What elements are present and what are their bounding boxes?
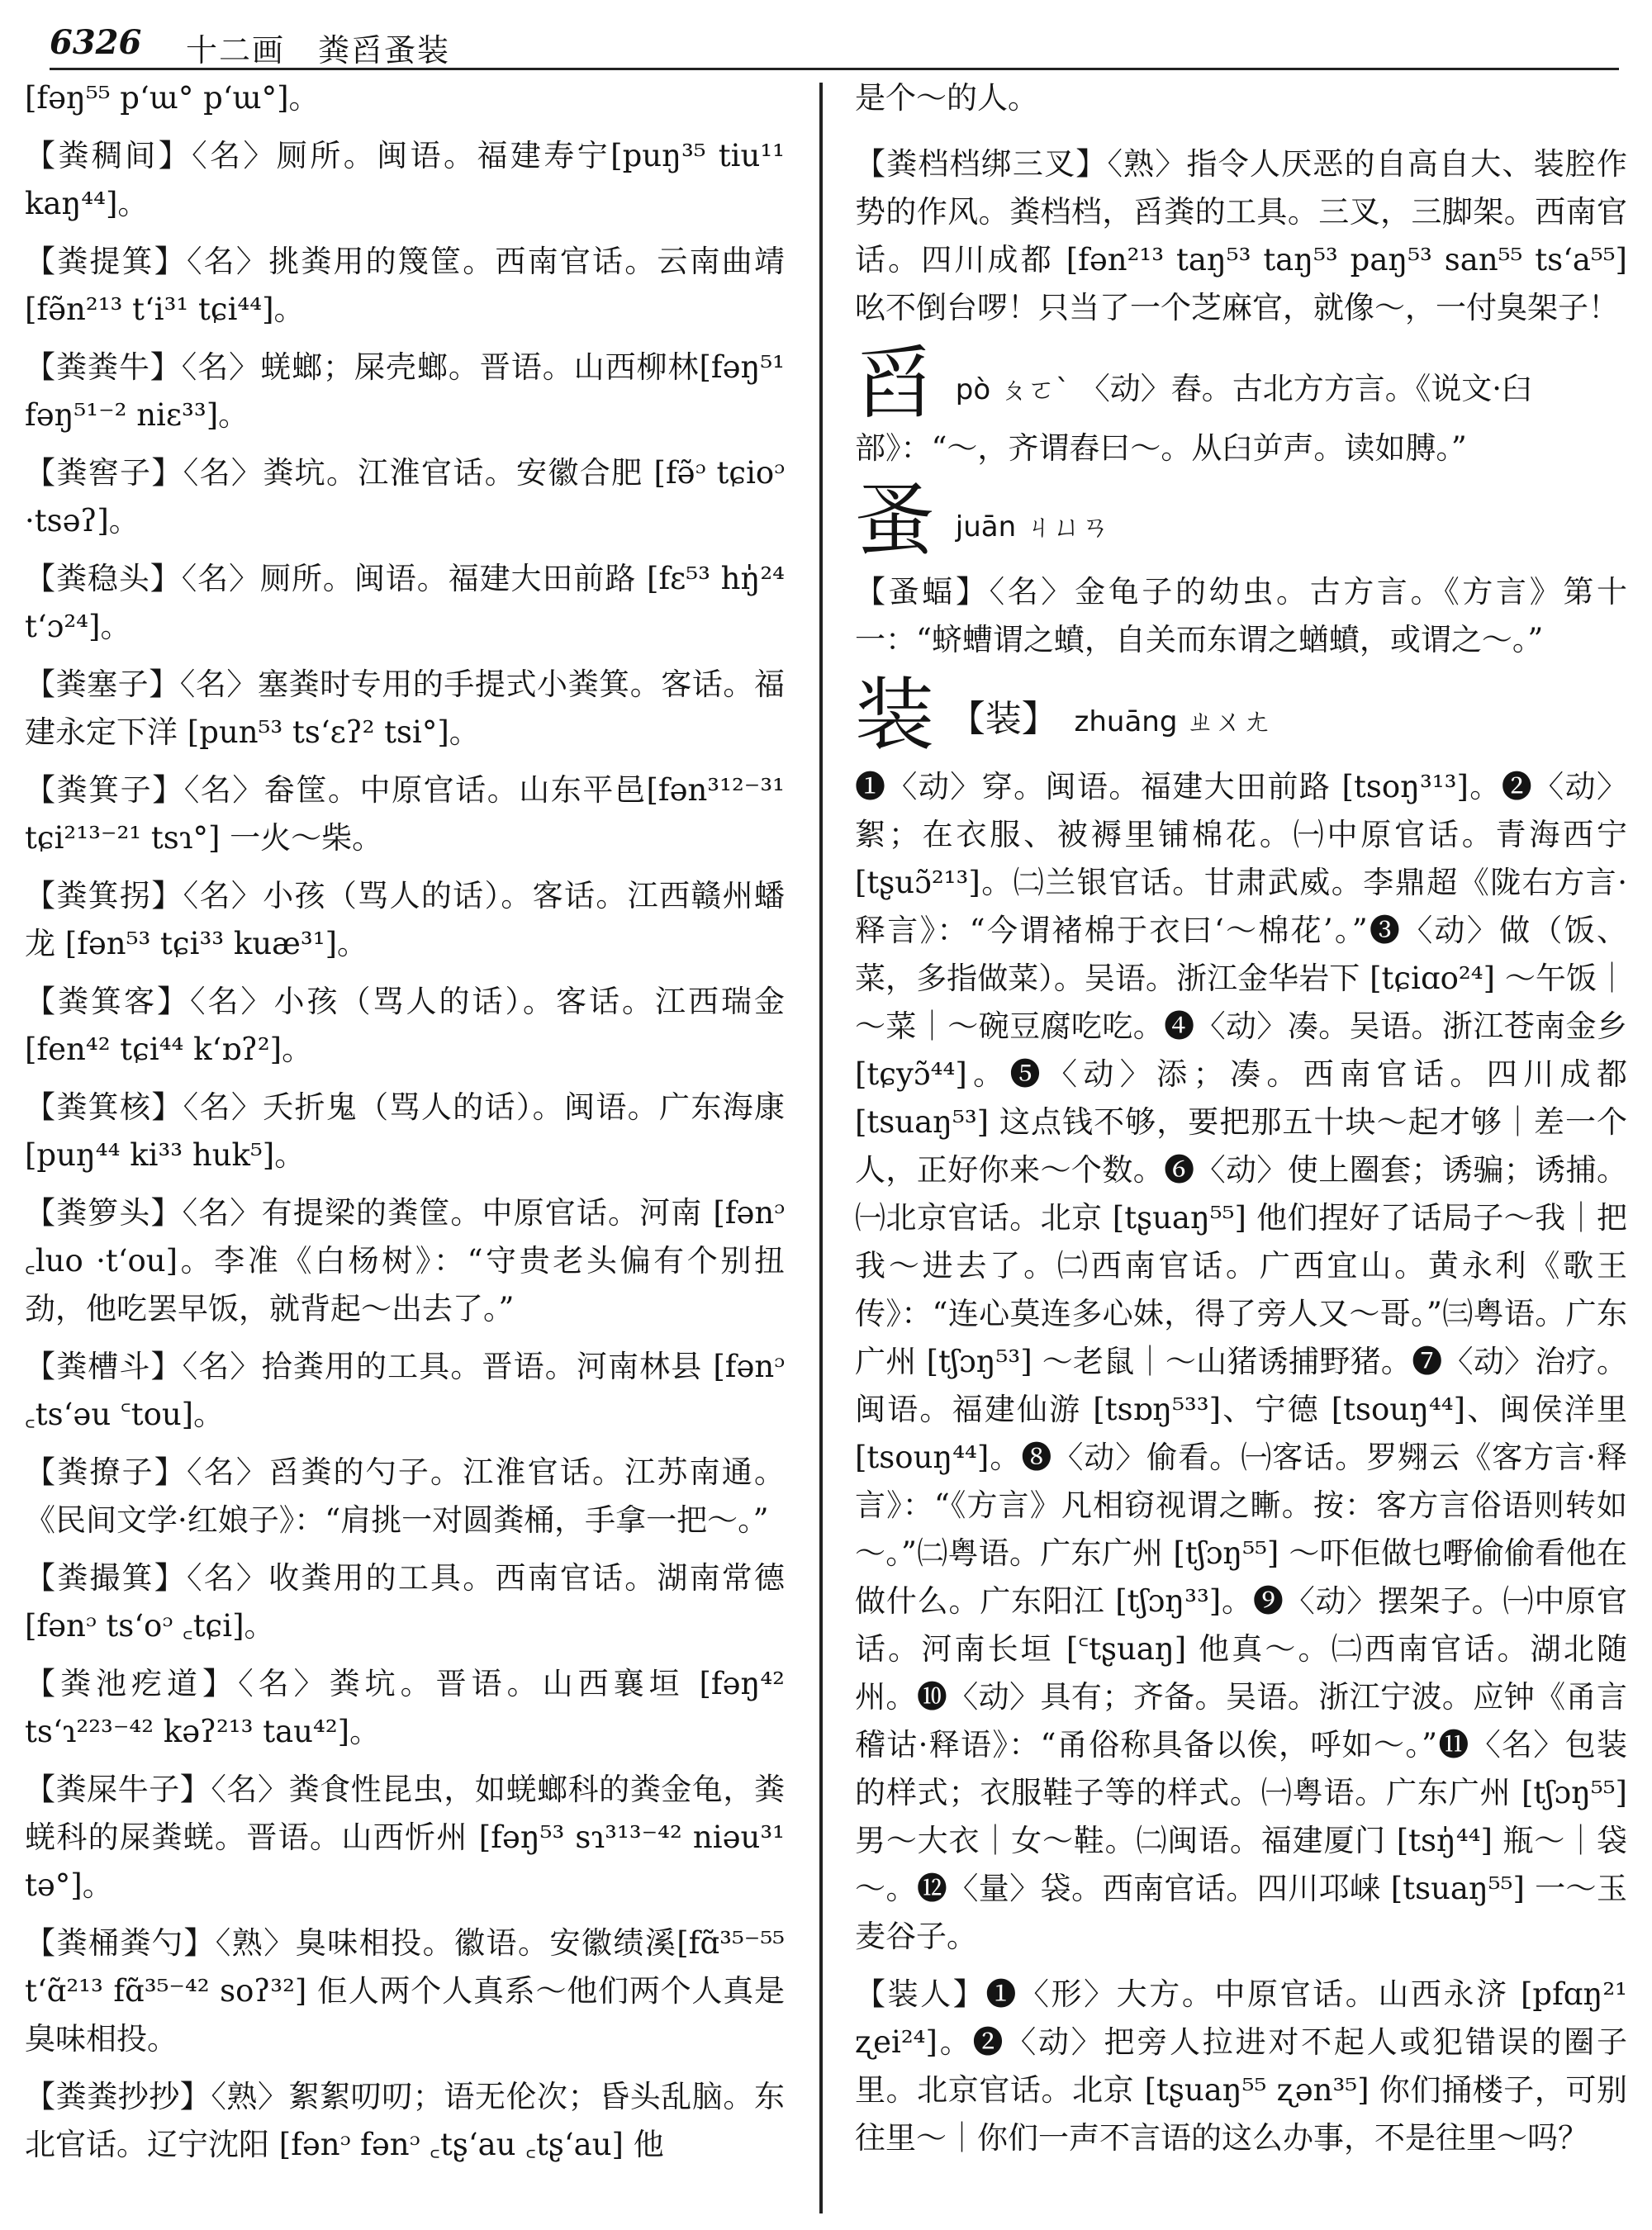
head-character: 舀	[855, 337, 934, 429]
entry: 【粪箕客】〈名〉小孩（骂人的话）。客话。江西瑞金[fen⁴² tɕi⁴⁴ kʻɒʔ²]。	[25, 984, 785, 1067]
page-header	[50, 18, 1619, 70]
entry-continuation: 是个～的人。	[855, 80, 1038, 116]
head-character: 蚤	[855, 474, 934, 567]
entry: [fəŋ⁵⁵ pʻɯ° pʻɯ°]。	[25, 80, 320, 116]
running-title: 十二画 粪舀蚤装	[186, 32, 451, 69]
right-column	[855, 74, 1627, 2172]
entry: 【粪槽斗】〈名〉拾粪用的工具。晋语。河南林县 [fənᵓ ꜀tsʻəu ꜂tou]。	[25, 1349, 785, 1432]
entry: 【粪撩子】〈名〉舀粪的勺子。江淮官话。江苏南通。《民间文学·红娘子》：“肩挑一对圆粪桶，手拿一把～。”	[25, 1454, 785, 1538]
entry: 【粪池疙道】〈名〉粪坑。晋语。山西襄垣 [fəŋ⁴² tsʻɿ²²³⁻⁴² kəʔ²¹³ tau⁴²]。	[25, 1666, 785, 1749]
character-section-po	[855, 337, 1627, 472]
entry: 【粪桶粪勺】〈熟〉臭味相投。徽语。安徽绩溪[fɑ̃³⁵⁻⁵⁵ tʻɑ̃²¹³ fɑ̃³⁵⁻⁴² soʔ³²] 佢人两个人真系～他们两个人真是臭味相投。	[25, 1925, 785, 2057]
pinyin: juān ㄐㄩㄢ	[955, 510, 1109, 543]
character-section-juan	[855, 474, 1627, 567]
entry: 【粪屎牛子】〈名〉粪食性昆虫，如蜣螂科的粪金龟，粪蜣科的屎粪蜣。晋语。山西忻州 [fəŋ⁵³ sɿ³¹³⁻⁴² niəu³¹ tə°]。	[25, 1772, 785, 1903]
definition: 〈动〉舂。古北方方言。《说文·臼部》：“～，齐谓舂曰～。从臼屰声。读如膊。”	[855, 371, 1532, 466]
entry: 【粪档档绑三叉】〈熟〉指令人厌恶的自高自大、装腔作势的作风。粪档档，舀粪的工具。三叉，三脚架。西南官话。四川成都 [fən²¹³ taŋ⁵³ taŋ⁵³ paŋ⁵³ san⁵⁵ tsʻa⁵⁵] 吆不倒台啰！只当了一个芝麻官，就像～，一付臭架子！	[855, 146, 1627, 325]
entry: 【粪塞子】〈名〉塞粪时专用的手提式小粪箕。客话。福建永定下洋 [pun⁵³ tsʻɛʔ² tsi°]。	[25, 667, 785, 750]
definition-paragraph: ❶〈动〉穿。闽语。福建大田前路 [tsoŋ³¹³]。❷〈动〉絮；在衣服、被褥里铺棉花。㈠中原官话。青海西宁 [tʂuɔ̃²¹³]。㈡兰银官话。甘肃武威。李鼎超《陇右方言·释言》：“今谓褚棉于衣曰‘～棉花’。”❸〈动〉做（饭、菜，多指做菜）。吴语。浙江金华岩下 [tɕiɑo²⁴] ～午饭｜～菜｜～碗豆腐吃吃。❹〈动〉凑。吴语。浙江苍南金乡 [tɕyɔ̃⁴⁴]。❺〈动〉添；凑。西南官话。四川成都 [tsuaŋ⁵³] 这点钱不够，要把那五十块～起才够｜差一个人，正好你来～个数。❻〈动〉使上圈套；诱骗；诱捕。㈠北京官话。北京 [tʂuaŋ⁵⁵] 他们捏好了话局子～我｜把我～进去了。㈡西南官话。广西宜山。黄永利《歌王传》：“连心莫连多心妹，得了旁人又～哥。”㈢粤语。广东广州 [tʃɔŋ⁵³] ～老鼠｜～山猪诱捕野猪。❼〈动〉治疗。闽语。福建仙游 [tsɒŋ⁵³³]、宁德 [tsouŋ⁴⁴]、闽侯洋里 [tsouŋ⁴⁴]。❽〈动〉偷看。㈠客话。罗翙云《客方言·释言》：“《方言》凡相窃视谓之䁪。按：客方言俗语则转如～。”㈡粤语。广东广州 [tʃɔŋ⁵⁵] ～吓佢做乜嘢偷偷看他在做什么。广东阳江 [tʃɔŋ³³]。❾〈动〉摆架子。㈠中原官话。河南长垣 [꜂tʂuaŋ] 他真～。㈡西南官话。湖北随州。❿〈动〉具有；齐备。吴语。浙江宁波。应钟《甬言稽诂·释语》：“甬俗称具备以俟，呼如～。”⓫〈名〉包装的样式；衣服鞋子等的样式。㈠粤语。广东广州 [tʃɔŋ⁵⁵] 男～大衣｜女～鞋。㈡闽语。福建厦门 [tsŋ̍⁴⁴] 瓶～｜袋～。⓬〈量〉袋。西南官话。四川邛崃 [tsuaŋ⁵⁵] 一～玉麦谷子。	[855, 769, 1627, 1954]
entry: 【粪稳头】〈名〉厕所。闽语。福建大田前路 [fɛ⁵³ hŋ̍²⁴ tʻɔ²⁴]。	[25, 561, 785, 644]
entry: 【粪箩头】〈名〉有提梁的粪筐。中原官话。河南 [fənᵓ ꜀luo ·tʻou]。李准《白杨树》：“守贵老头偏有个别扭劲，他吃罢早饭，就背起～出去了。”	[25, 1195, 785, 1326]
entry: 【蚤蝠】〈名〉金龟子的幼虫。古方言。《方言》第十一：“蛴螬谓之蟦，自关而东谓之蝤蟦，或谓之～。”	[855, 574, 1627, 657]
entry: 【粪箕拐】〈名〉小孩（骂人的话）。客话。江西赣州蟠龙 [fən⁵³ tɕi³³ kuæ³¹]。	[25, 878, 785, 961]
headword: 【装】	[948, 698, 1058, 740]
head-character: 装	[855, 669, 934, 762]
entry: 【粪稠间】〈名〉厕所。闽语。福建寿宁[puŋ³⁵ tiu¹¹ kaŋ⁴⁴]。	[25, 138, 785, 221]
entry: 【粪箕子】〈名〉畚筐。中原官话。山东平邑[fən³¹²⁻³¹ tɕi²¹³⁻²¹ tsɿ°] 一火～柴。	[25, 772, 785, 856]
entry: 【粪箕核】〈名〉夭折鬼（骂人的话）。闽语。广东海康[puŋ⁴⁴ ki³³ huk⁵]。	[25, 1089, 785, 1173]
entry: 【粪窖子】〈名〉粪坑。江淮官话。安徽合肥 [fə̃ᵓ tɕioᵓ ·tsəʔ]。	[25, 455, 785, 539]
entry: 【装人】❶〈形〉大方。中原官话。山西永济 [pfɑŋ²¹ ʐei²⁴]。❷〈动〉把旁人拉进对不起人或犯错误的圈子里。北京官话。北京 [tʂuaŋ⁵⁵ ʐən³⁵] 你们捅楼子，可别往里～｜你们一声不言语的这么办事，不是往里～吗？	[855, 1976, 1627, 2156]
pinyin: zhuāng ㄓㄨㄤ	[1074, 705, 1271, 738]
entry: 【粪粪抄抄】〈熟〉絮絮叨叨；语无伦次；昏头乱脑。东北官话。辽宁沈阳 [fənᵓ fənᵓ ꜀tʂʻau ꜀tʂʻau] 他	[25, 2079, 785, 2162]
left-column	[25, 74, 785, 2179]
page-number: 6326	[50, 23, 142, 62]
entry: 【粪撮箕】〈名〉收粪用的工具。西南官话。湖南常德 [fənᵓ tsʻoᵓ ꜀tɕi]。	[25, 1560, 785, 1644]
column-divider	[819, 83, 823, 2213]
entry: 【粪粪牛】〈名〉蜣螂；屎壳螂。晋语。山西柳林[fəŋ⁵¹ fəŋ⁵¹⁻² niɛ³³]。	[25, 349, 785, 433]
character-section-zhuang	[855, 669, 1627, 762]
entry: 【粪提箕】〈名〉挑粪用的篾筐。西南官话。云南曲靖 [fə̃n²¹³ tʻi³¹ tɕi⁴⁴]。	[25, 244, 785, 327]
pinyin: pò ㄆㄛˋ	[955, 373, 1070, 406]
